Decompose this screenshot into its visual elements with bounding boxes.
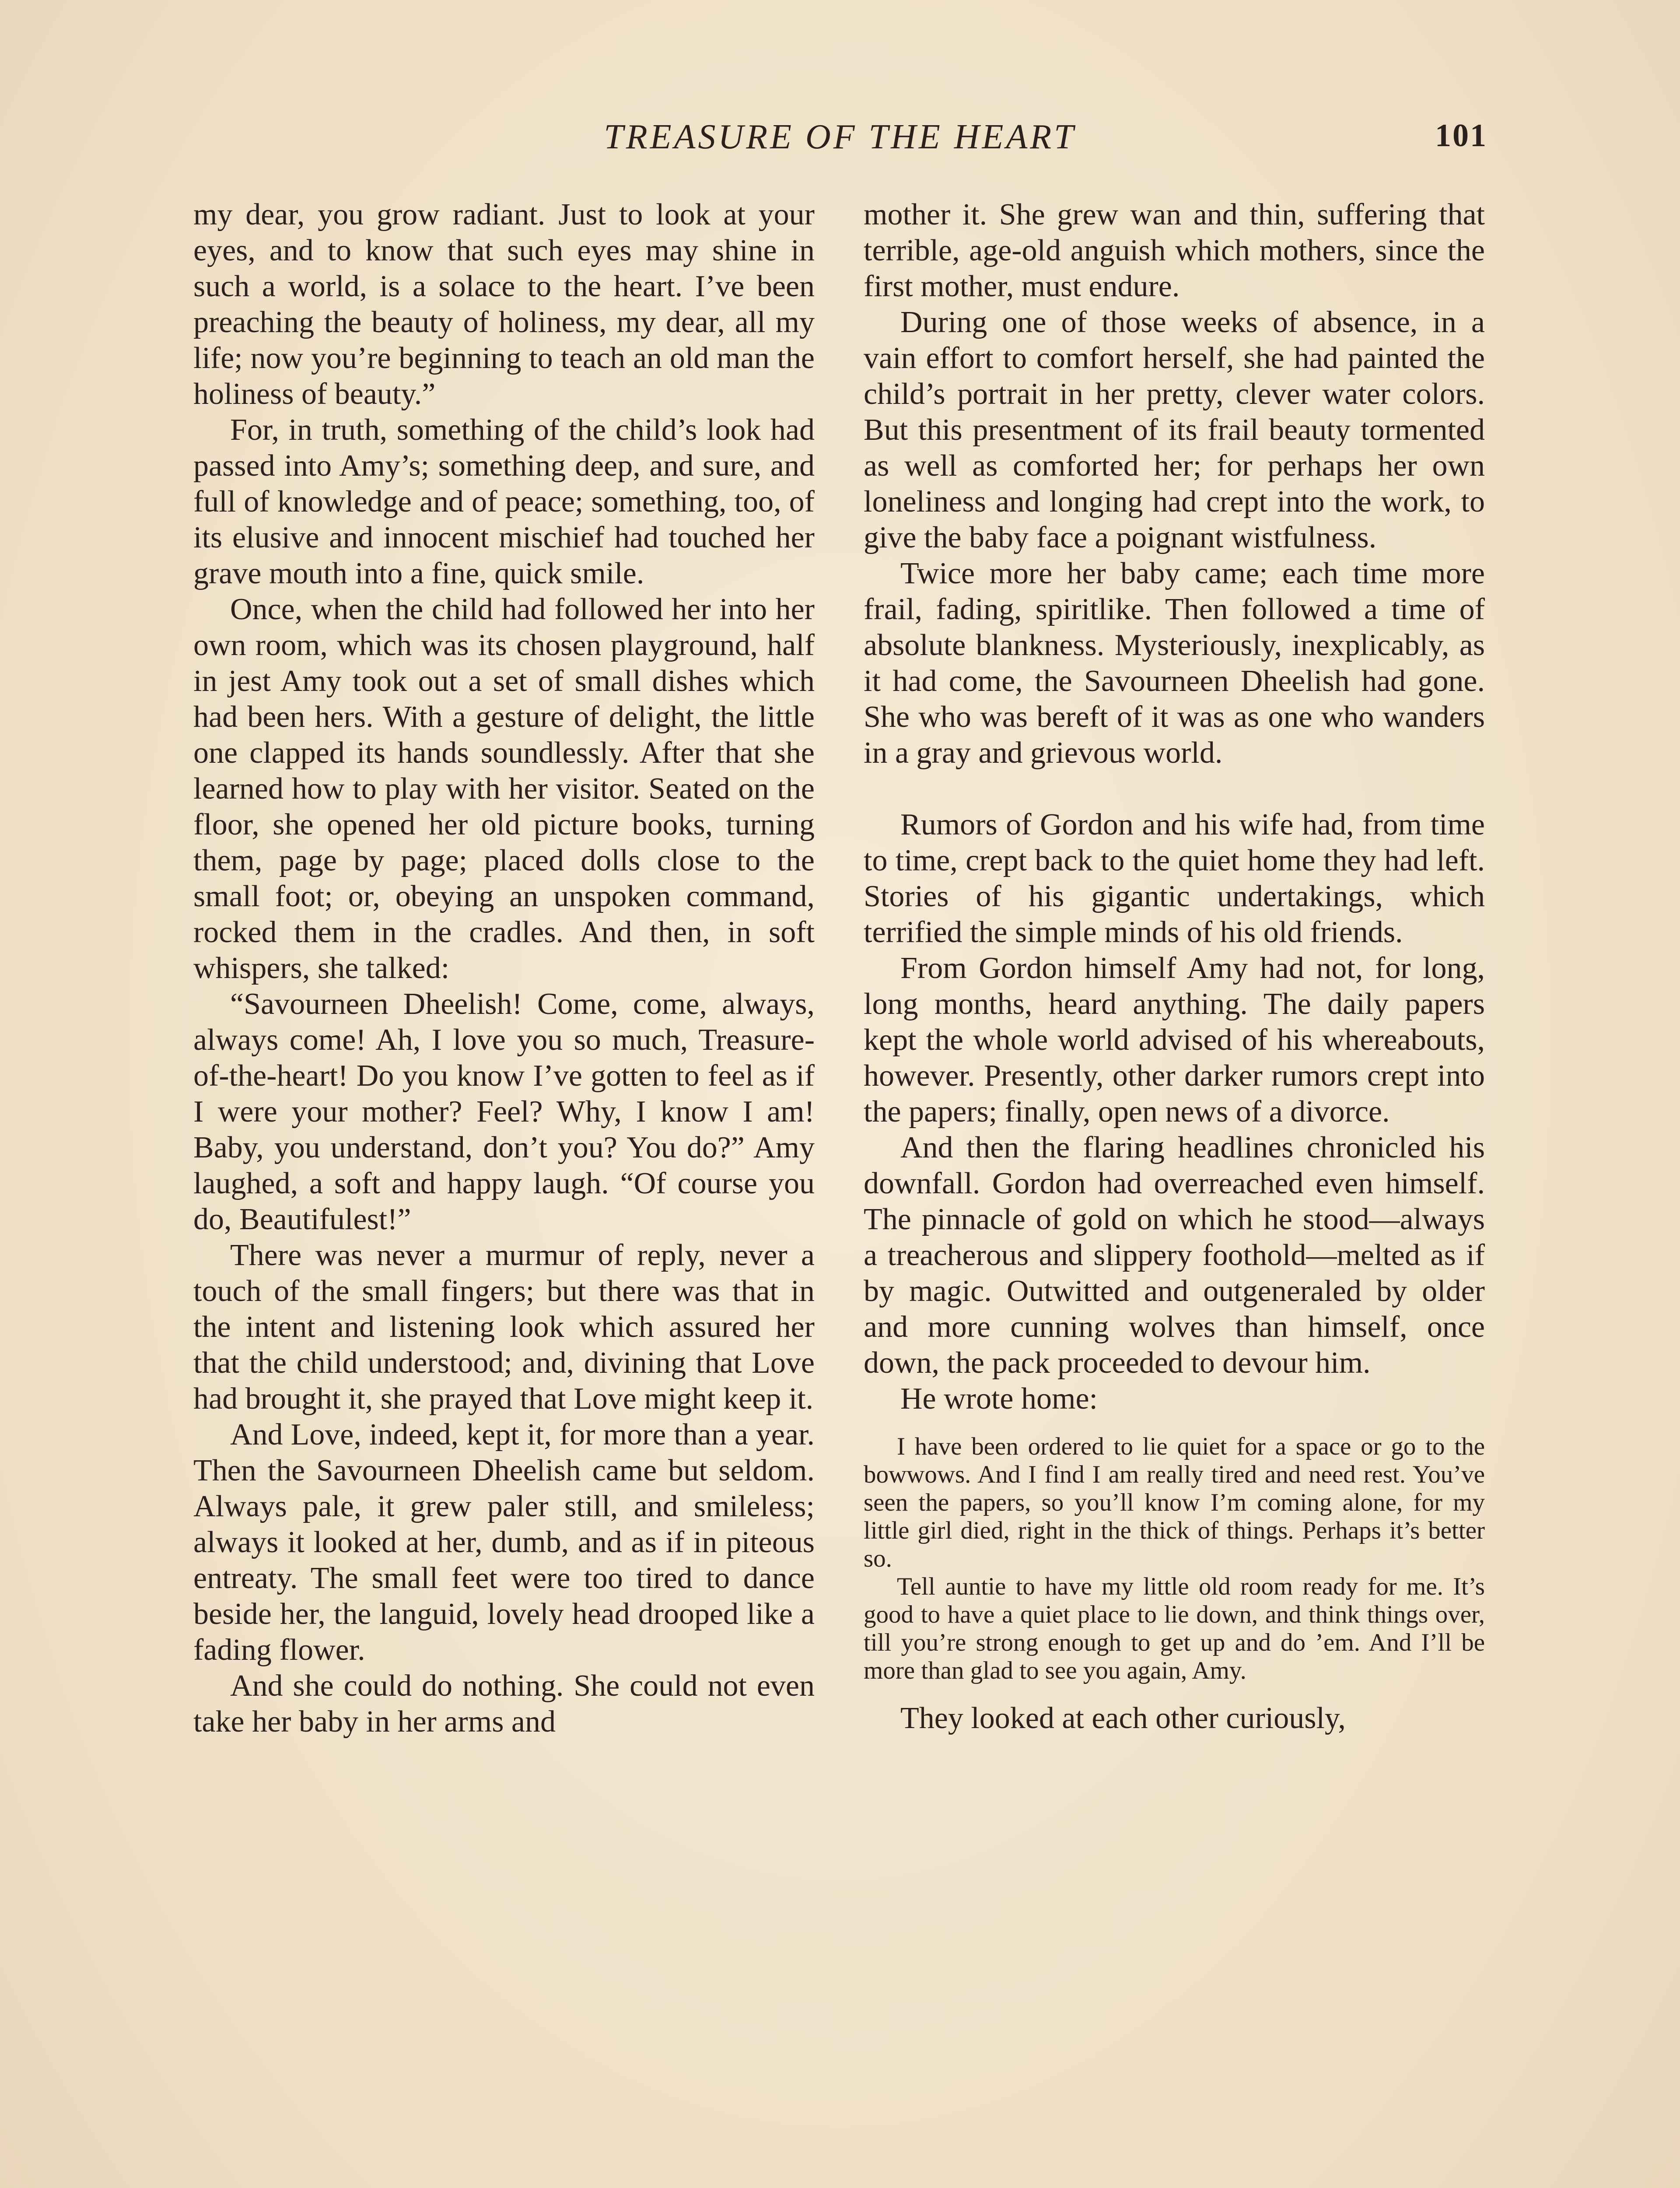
section-break <box>864 771 1485 807</box>
running-title: TREASURE OF THE HEART <box>604 118 1076 156</box>
letter-paragraph: I have been ordered to lie quiet for a space or go to the bowwows. And I find I am really tired and need rest. You’ve seen the papers, so you’ll know I’m coming alone, for my little girl died, right in the thick of things. Perhaps it’s better so. <box>864 1433 1485 1572</box>
paragraph: Rumors of Gordon and his wife had, from time to time, crept back to the quiet home they had left. Stories of his gigantic undertakings, which terrified the simple minds of his old friends. <box>864 808 1485 949</box>
left-column <box>193 197 815 1740</box>
paragraph: my dear, you grow radiant. Just to look at your eyes, and to know that such eyes may shine in such a world, is a solace to the heart. I’ve been preaching the beauty of holiness, my dear, all my life; now you’re beginning to teach an old man the holiness of beauty.” <box>193 198 815 411</box>
page-header <box>192 117 1488 165</box>
paragraph: “Savourneen Dheelish! Come, come, always, always come! Ah, I love you so much, Treasure-of-the-heart! Do you know I’ve gotten to feel as if I were your mother? Feel? Why, I know I am! Baby, you understand, don’t you? You do?” Amy laughed, a soft and happy laugh. “Of course you do, Beautifulest!” <box>193 987 815 1236</box>
paragraph: From Gordon himself Amy had not, for long, long months, heard anything. The daily papers kept the whole world advised of his whereabouts, however. Presently, other darker rumors crept into the papers; finally, open news of a divorce. <box>864 951 1485 1129</box>
paragraph: During one of those weeks of absence, in a vain effort to comfort herself, she had painted the child’s portrait in her pretty, clever water colors. But this presentment of its frail beauty tormented as well as comforted her; for perhaps her own loneliness and longing had crept into the work, to give the baby face a poignant wistfulness. <box>864 305 1485 554</box>
right-column <box>864 197 1485 1736</box>
paragraph: Twice more her baby came; each time more frail, fading, spiritlike. Then followed a time of absolute blankness. Mysteriously, inexplicably, as it had come, the Savourneen Dheelish had gone. She who was bereft of it was as one who wanders in a gray and grievous world. <box>864 557 1485 770</box>
paragraph: mother it. She grew wan and thin, suffering that terrible, age-old anguish which mothers, since the first mother, must endure. <box>864 198 1485 303</box>
paragraph: For, in truth, something of the child’s look had passed into Amy’s; something deep, and sure, and full of knowledge and of peace; something, too, of its elusive and innocent mischief had touched her grave mouth into a fine, quick smile. <box>193 413 815 590</box>
page-number: 101 <box>1435 118 1488 154</box>
letter-paragraph: Tell auntie to have my little old room ready for me. It’s good to have a quiet place to lie down, and think things over, till you’re strong enough to get up and do ’em. And I’ll be more than glad to see you again, Amy. <box>864 1573 1485 1684</box>
paragraph: And she could do nothing. She could not even take her baby in her arms and <box>193 1669 815 1739</box>
closing-line: They looked at each other curiously, <box>900 1701 1346 1735</box>
quoted-letter <box>864 1433 1485 1685</box>
paragraph: He wrote home: <box>900 1382 1098 1416</box>
paragraph: There was never a murmur of reply, never a touch of the small fingers; but there was that in the intent and listening look which assured her that the child understood; and, divining that Love had brought it, she prayed that Love might keep it. <box>193 1238 815 1416</box>
paragraph: And Love, indeed, kept it, for more than a year. Then the Savourneen Dheelish came but seldom. Always pale, it grew paler still, and smileless; always it looked at her, dumb, and as if in piteous entreaty. The small feet were too tired to dance beside her, the languid, lovely head drooped like a fading flower. <box>193 1418 815 1667</box>
paragraph: Once, when the child had followed her into her own room, which was its chosen playground, half in jest Amy took out a set of small dishes which had been hers. With a gesture of delight, the little one clapped its hands soundlessly. After that she learned how to play with her visitor. Seated on the floor, she opened her old picture books, turning them, page by page; placed dolls close to the small foot; or, obeying an unspoken command, rocked them in the cradles. And then, in soft whispers, she talked: <box>193 593 815 985</box>
paragraph: And then the flaring headlines chronicled his downfall. Gordon had overreached even himself. The pinnacle of gold on which he stood—always a treacherous and slippery foothold—melted as if by magic. Outwitted and outgeneraled by older and more cunning wolves than himself, once down, the pack proceeded to devour him. <box>864 1131 1485 1380</box>
